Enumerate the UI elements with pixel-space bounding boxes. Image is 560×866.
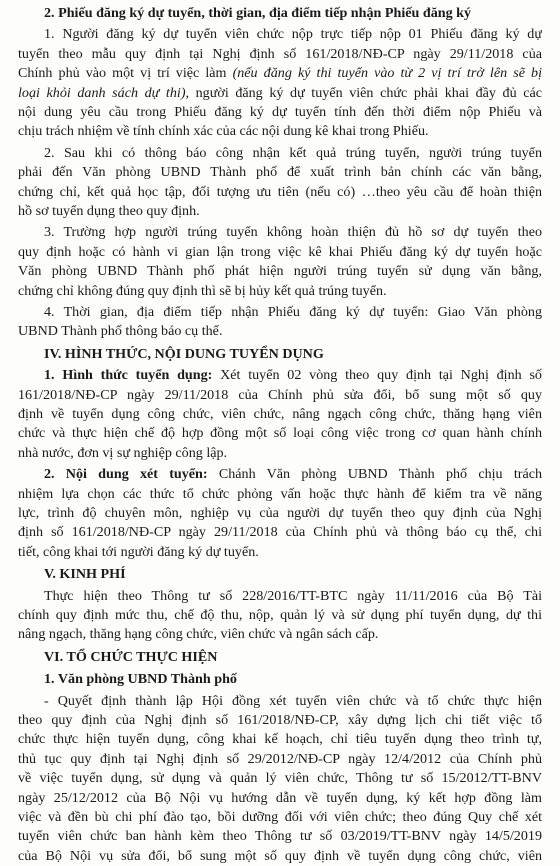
paragraph-line: chịu trách nhiệm về tính chính xác của các nội dung kê khai trong Phiếu.	[18, 123, 429, 140]
paragraph-line: định về tuyển dụng công chức, viên chức, nâng ngạch công chức, thăng hạng viên	[18, 406, 542, 422]
paragraph-line: - Quyết định thành lập Hội đồng xét tuyển viên chức và tổ chức thực hiện	[44, 692, 542, 709]
paragraph-line: nhiệm lựa chọn các thức tổ chức phỏng vấn hoặc thực hành để kiểm tra về năng	[18, 485, 542, 502]
paragraph-line: chứng chỉ, kết quả học tập, đối tượng ưu tiên (nếu có) …theo yêu cầu để hoàn thiện	[18, 183, 542, 200]
paragraph-line: 1. Hình thức tuyển dụng: Xét tuyển 02 vòng theo quy định tại Nghị định số	[44, 367, 542, 384]
paragraph-line: 1. Người đăng ký dự tuyển viên chức nộp trực tiếp nộp 01 Phiếu đăng ký dự	[44, 26, 542, 43]
section-heading-5: V. KINH PHÍ	[44, 566, 126, 583]
paragraph-line: định số 161/2018/NĐ-CP ngày 29/11/2018 của Chính phủ và thông báo cụ thể, chi	[18, 524, 542, 541]
paragraph-line: nâng ngạch, thăng hạng công chức, viên chức và ngân sách cấp.	[18, 626, 379, 643]
section-heading-4: IV. HÌNH THỨC, NỘI DUNG TUYỂN DỤNG	[44, 345, 324, 362]
paragraph-line: 2. Nội dung xét tuyển: Chánh Văn phòng UBND Thành phố chịu trách	[44, 466, 542, 483]
paragraph-line: hồ sơ tuyển dụng theo quy định.	[18, 203, 200, 219]
paragraph-line: tiết, công khai tới người đăng ký dự tuyển.	[18, 543, 259, 560]
paragraph-line: chứng chỉ không đúng quy định thì sẽ bị hủy kết quả trúng tuyển.	[18, 282, 387, 299]
paragraph-line: nội dung yêu cầu trong Phiếu đăng ký dự tuyển tính đến thời điểm nộp Phiếu và	[18, 104, 542, 120]
paragraph-line: chính quy định mức thu, chế độ thu, nộp, quản lý và sử dụng phí tuyển dụng, dự thi	[18, 607, 542, 623]
paragraph-line: về việc tuyển dụng, sử dụng và quản lý viên chức, Thông tư số 15/2012/TT-BNV	[18, 770, 542, 787]
paragraph-line: phải đến Văn phòng UBND Thành phố để xuất trình bản chính các văn bằng,	[18, 164, 542, 181]
paragraph-line: việc và đền bù chi phí đào tạo, bồi dưỡng đối với viên chức; theo đúng Quy chế xét	[18, 809, 542, 825]
section-heading-6: VI. TỔ CHỨC THỰC HIỆN	[44, 648, 218, 665]
paragraph-line: tuyển theo mẫu quy định tại Nghị định số 161/2018/NĐ-CP ngày 29/11/2018 của	[18, 45, 542, 62]
paragraph-line: nhà nước, đơn vị sự nghiệp công lập.	[18, 444, 228, 461]
section-heading-2: 2. Phiếu đăng ký dự tuyển, thời gian, địa điểm tiếp nhận Phiếu đăng ký	[44, 5, 472, 21]
paragraph-line: 4. Thời gian, địa điểm tiếp nhận Phiếu đăng ký dự tuyển: Giao Văn phòng	[44, 304, 542, 320]
paragraph-line: thủ tục quy định tại Nghị định số 29/2012/NĐ-CP ngày 12/4/2012 của Chính phủ	[18, 750, 542, 767]
subheading-van-phong: 1. Văn phòng UBND Thành phố	[44, 671, 237, 688]
paragraph-line: Văn phòng UBND Thành phố phát hiện người trúng tuyển sử dụng văn bằng,	[18, 263, 542, 280]
paragraph-line: 3. Trường hợp người trúng tuyển không hoàn thiện đủ hồ sơ dự tuyển theo	[44, 224, 542, 241]
paragraph-line: chức và thực hiện chế độ hợp đồng một số loại công việc trong cơ quan hành chính	[18, 425, 542, 442]
paragraph-line: theo quy định của Nghị định số 161/2018/NĐ-CP, xây dựng lịch chi tiết việc tổ	[18, 712, 542, 728]
paragraph-line: tuyển viên chức ban hành kèm theo Thông tư số 03/2019/TT-BNV ngày 14/5/2019	[18, 828, 542, 845]
paragraph-line: lực, trình độ chuyên môn, nghiệp vụ của người dự tuyển theo quy định của Nghị	[18, 505, 542, 521]
paragraph-line: của Bộ Nội vụ sửa đổi, bổ sung một số quy định về tuyển dụng công chức, viên	[18, 847, 542, 864]
paragraph-line: 2. Sau khi có thông báo công nhận kết quả trúng tuyển, người trúng tuyển	[44, 144, 542, 161]
paragraph-line: UBND Thành phố thông báo cụ thể.	[18, 323, 223, 340]
paragraph-line: Chính phủ vào một vị trí việc làm (nếu đăng ký thi tuyển vào từ 2 vị trí trở lên sẽ bị	[18, 65, 542, 82]
paragraph-line: loại khỏi danh sách dự thi), người đăng ký dự tuyển viên chức phải khai đầy đủ các	[18, 84, 542, 101]
paragraph-line: 161/2018/NĐ-CP ngày 29/11/2018 của Chính phủ sửa đổi, bổ sung một số quy	[18, 386, 542, 403]
paragraph-line: quy định hoặc có hành vi gian lận trong việc kê khai Phiếu đăng ký dự tuyển hoặc	[18, 243, 542, 260]
paragraph-line: chức thực hiện tuyển dụng, công khai kế hoạch, chỉ tiêu tuyển dụng theo trình tự,	[18, 731, 542, 748]
paragraph-line: Thực hiện theo Thông tư số 228/2016/TT-BTC ngày 11/11/2016 của Bộ Tài	[44, 587, 542, 604]
paragraph-line: ngày 25/12/2012 của Bộ Nội vụ hướng dẫn về tuyển dụng, ký kết hợp đồng làm	[18, 789, 542, 806]
